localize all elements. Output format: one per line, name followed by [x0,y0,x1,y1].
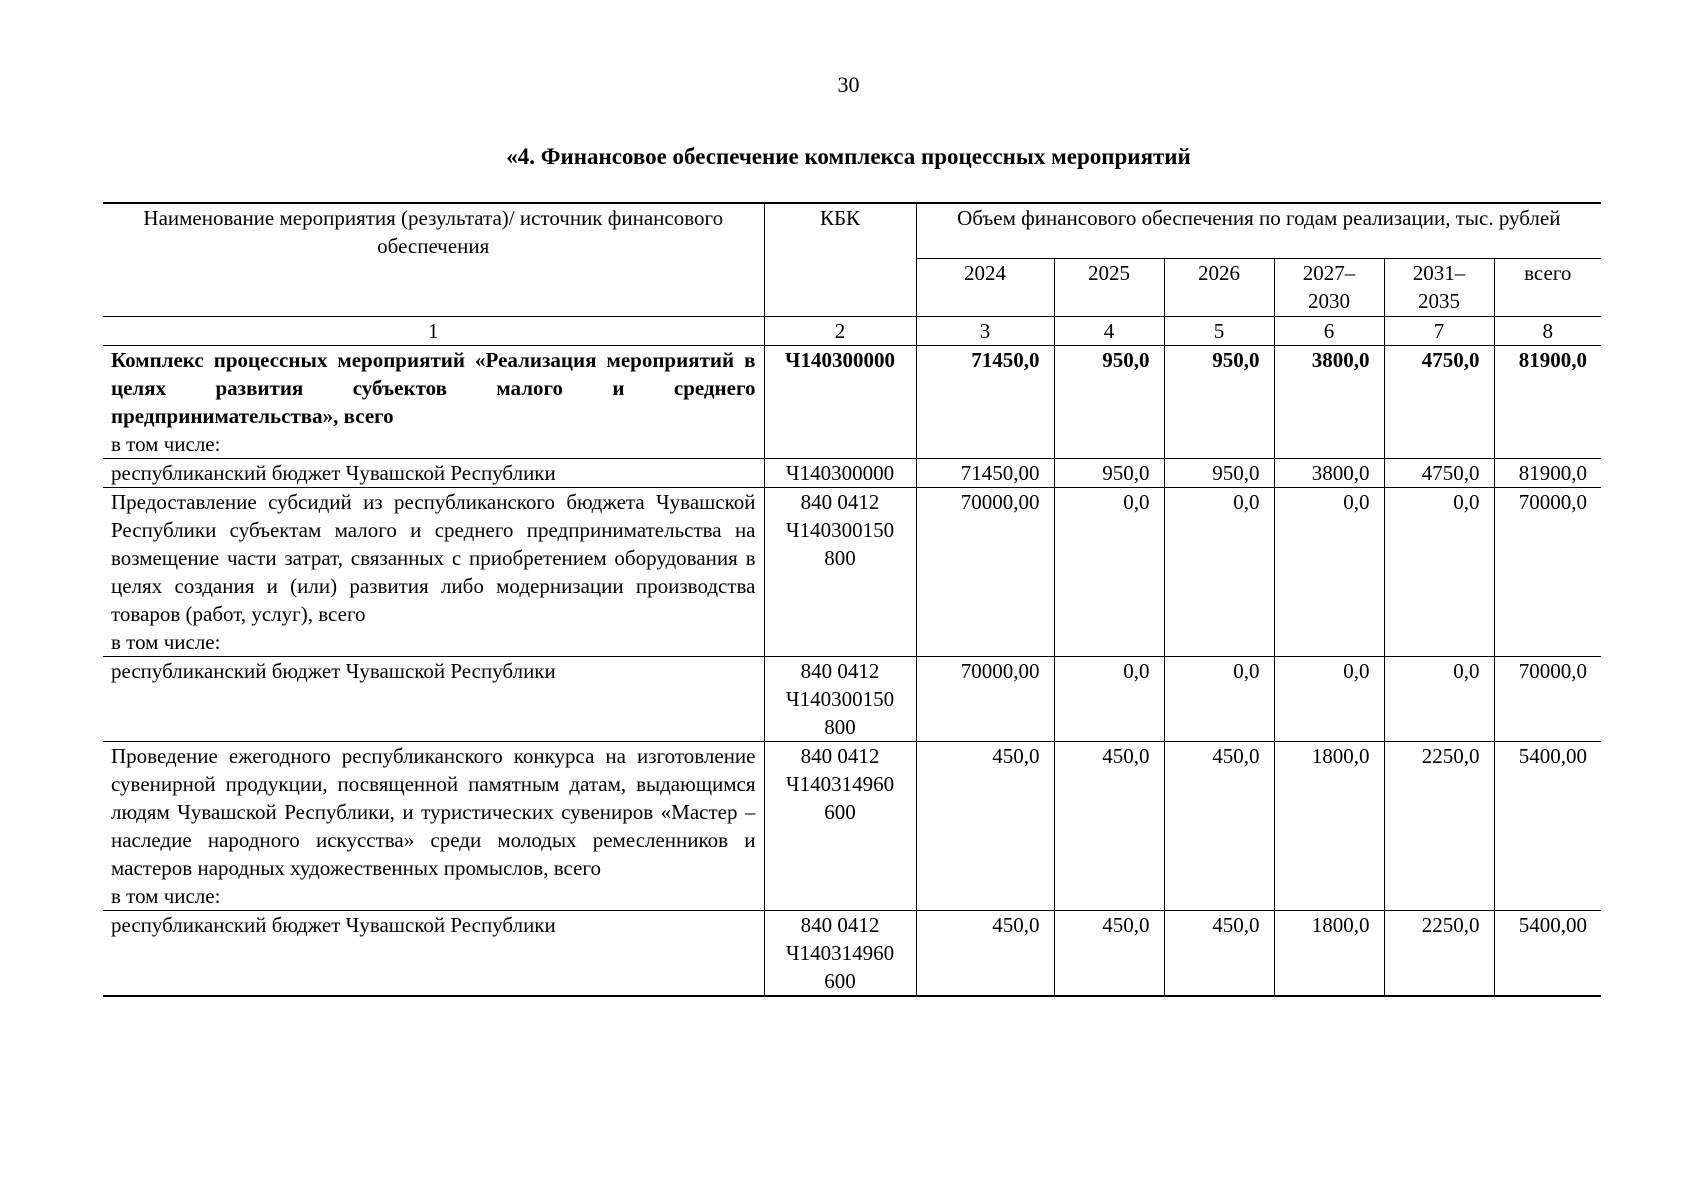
row-value-2024: 71450,00 [916,458,1054,487]
row-value-total: 5400,00 [1494,741,1601,910]
column-index: 4 [1054,316,1164,345]
row-note: в том числе: [111,883,221,908]
column-index: 7 [1384,316,1494,345]
header-year-2026: 2026 [1164,258,1274,316]
row-kbk: 840 0412 Ч140300150 800 [764,487,916,656]
row-note: в том числе: [111,629,221,654]
row-value-2026: 450,0 [1164,910,1274,996]
financing-table [103,202,1601,997]
table-row [103,741,1601,910]
page-number: 30 [837,72,860,97]
row-name: Проведение ежегодного республиканского конкурса на изготовление сувенирной продукции, посвященной памятным датам, выдающимся людям Чувашской Республики, и туристических сувениров «Мастер – наследие народного искусства» среди молодых ремесленников и мастеров народных художественных промыслов, всего [111,743,756,880]
header-kbk-column: КБК [764,203,916,316]
row-value-total: 70000,0 [1494,656,1601,741]
row-value-2026: 950,0 [1164,458,1274,487]
row-kbk: 840 0412 Ч140300150 800 [764,656,916,741]
row-value-2024: 450,0 [916,910,1054,996]
row-value-2031-2035: 4750,0 [1384,345,1494,458]
row-note: в том числе: [111,431,221,456]
table-header-row [103,203,1601,258]
row-value-2026: 950,0 [1164,345,1274,458]
row-value-2026: 450,0 [1164,741,1274,910]
row-value-2025: 450,0 [1054,741,1164,910]
row-kbk: Ч140300000 [764,345,916,458]
table-row [103,910,1601,996]
column-index: 5 [1164,316,1274,345]
row-kbk: Ч140300000 [764,458,916,487]
row-value-2025: 0,0 [1054,656,1164,741]
row-value-2024: 70000,00 [916,487,1054,656]
column-index: 2 [764,316,916,345]
row-value-2031-2035: 0,0 [1384,656,1494,741]
row-value-2031-2035: 2250,0 [1384,910,1494,996]
table-row [103,458,1601,487]
row-value-2026: 0,0 [1164,487,1274,656]
row-value-2031-2035: 4750,0 [1384,458,1494,487]
header-year-2025: 2025 [1054,258,1164,316]
row-value-2027-2030: 0,0 [1274,487,1384,656]
row-kbk: 840 0412 Ч140314960 600 [764,741,916,910]
row-value-total: 81900,0 [1494,458,1601,487]
row-value-2025: 950,0 [1054,458,1164,487]
header-year-2027-2030: 2027–2030 [1274,258,1384,316]
row-value-2027-2030: 1800,0 [1274,910,1384,996]
row-value-2025: 950,0 [1054,345,1164,458]
row-name-cell [103,487,764,656]
row-value-2027-2030: 3800,0 [1274,458,1384,487]
column-index: 1 [103,316,764,345]
row-value-2026: 0,0 [1164,656,1274,741]
header-year-total: всего [1494,258,1601,316]
header-name-column: Наименование мероприятия (результата)/ источник финансового обеспечения [103,203,764,316]
row-name-cell [103,741,764,910]
table-row [103,656,1601,741]
row-value-2027-2030: 3800,0 [1274,345,1384,458]
row-value-2031-2035: 2250,0 [1384,741,1494,910]
row-name-cell [103,345,764,458]
section-title: «4. Финансовое обеспечение комплекса процессных мероприятий [506,144,1191,169]
table-row [103,345,1601,458]
row-value-2025: 450,0 [1054,910,1164,996]
column-index: 3 [916,316,1054,345]
header-volume-column: Объем финансового обеспечения по годам реализации, тыс. рублей [916,203,1601,258]
row-name: республиканский бюджет Чувашской Республики [103,656,764,741]
row-value-total: 81900,0 [1494,345,1601,458]
column-index-row [103,316,1601,345]
row-value-2024: 450,0 [916,741,1054,910]
row-value-total: 5400,00 [1494,910,1601,996]
table-row [103,487,1601,656]
row-value-total: 70000,0 [1494,487,1601,656]
row-value-2025: 0,0 [1054,487,1164,656]
header-year-2031-2035: 2031–2035 [1384,258,1494,316]
row-name: республиканский бюджет Чувашской Республики [103,910,764,996]
row-value-2027-2030: 0,0 [1274,656,1384,741]
row-name: Комплекс процессных мероприятий «Реализация мероприятий в целях развития субъектов малого и среднего предпринимательства», всего [111,347,756,428]
header-year-2024: 2024 [916,258,1054,316]
row-value-2031-2035: 0,0 [1384,487,1494,656]
row-kbk: 840 0412 Ч140314960 600 [764,910,916,996]
row-value-2024: 71450,0 [916,345,1054,458]
row-value-2027-2030: 1800,0 [1274,741,1384,910]
row-value-2024: 70000,00 [916,656,1054,741]
column-index: 8 [1494,316,1601,345]
column-index: 6 [1274,316,1384,345]
row-name: Предоставление субсидий из республиканского бюджета Чувашской Республики субъектам малого и среднего предпринимательства на возмещение части затрат, связанных с приобретением оборудования в целях создания и (или) развития либо модернизации производства товаров (работ, услуг), всего [111,489,756,626]
row-name: республиканский бюджет Чувашской Республики [103,458,764,487]
